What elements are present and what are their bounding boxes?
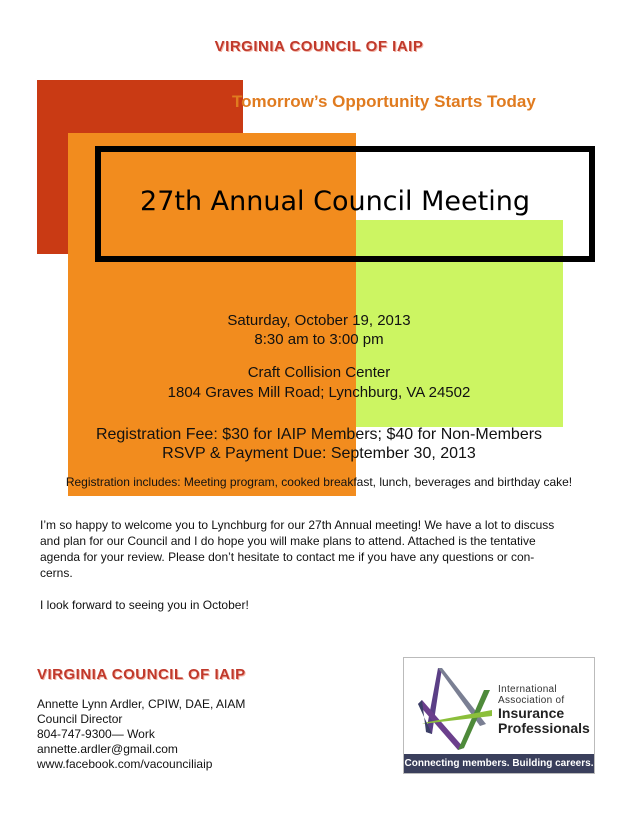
event-date: Saturday, October 19, 2013 bbox=[227, 312, 411, 329]
registration-includes: Registration includes: Meeting program, cooked breakfast, lunch, beverages and birthday cake! bbox=[65, 475, 573, 489]
registration-fee: Registration Fee: $30 for IAIP Members; $40 for Non-Members bbox=[95, 426, 543, 443]
page-title: 27th Annual Council Meeting bbox=[140, 186, 530, 217]
event-address: 1804 Graves Mill Road; Lynchburg, VA 24502 bbox=[167, 384, 471, 401]
triangle-logo-icon bbox=[408, 664, 496, 752]
logo-slogan: Connecting members. Building careers. bbox=[404, 754, 594, 773]
rsvp-due: RSVP & Payment Due: September 30, 2013 bbox=[162, 445, 476, 462]
contact-email: annette.ardler@gmail.com bbox=[37, 742, 178, 756]
contact-phone: 804-747-9300— Work bbox=[37, 727, 155, 741]
contact-name: Annette Lynn Ardler, CPIW, DAE, AIAM bbox=[37, 697, 246, 711]
event-time: 8:30 am to 3:00 pm bbox=[254, 331, 384, 348]
contact-facebook: www.facebook.com/vacounciliaip bbox=[37, 757, 213, 771]
footer-heading: VIRGINIA COUNCIL OF IAIP bbox=[37, 666, 246, 683]
iaip-logo bbox=[403, 657, 595, 774]
tagline: Tomorrow’s Opportunity Starts Today bbox=[232, 92, 536, 111]
message-line: agenda for your review. Please don’t hesitate to contact me if you have any questions or con- bbox=[40, 550, 535, 564]
closing-line: I look forward to seeing you in October! bbox=[40, 598, 249, 612]
logo-line: International bbox=[498, 684, 557, 695]
logo-line: Insurance bbox=[498, 705, 565, 721]
message-line: and plan for our Council and I do hope you will make plans to attend. Attached is the tentative bbox=[40, 534, 536, 548]
logo-wordmark bbox=[498, 684, 592, 736]
contact-block bbox=[37, 697, 245, 772]
contact-title: Council Director bbox=[37, 712, 123, 726]
page-header: VIRGINIA COUNCIL OF IAIP bbox=[214, 38, 424, 55]
message-line: I’m so happy to welcome you to Lynchburg for our 27th Annual meeting! We have a lot to discuss bbox=[40, 518, 555, 532]
message-line: cerns. bbox=[40, 566, 73, 580]
logo-line: Association of bbox=[498, 695, 565, 706]
welcome-message bbox=[40, 517, 600, 581]
event-venue: Craft Collision Center bbox=[247, 364, 391, 381]
logo-line: Professionals bbox=[498, 720, 590, 736]
